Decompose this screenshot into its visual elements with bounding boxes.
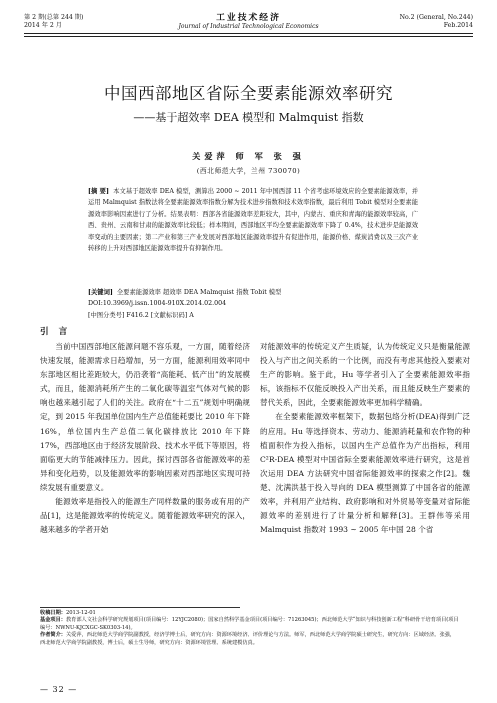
footnote-rule bbox=[40, 607, 240, 608]
article-title: 中国西部地区省际全要素能源效率研究 bbox=[104, 84, 393, 103]
received-label: 收稿日期： bbox=[40, 610, 66, 616]
journal-name-cn: 工业技术经济 bbox=[216, 13, 281, 23]
article-subtitle: ——基于超效率 DEA 模型和 Malmquist 指数 bbox=[133, 111, 364, 124]
doi: DOI:10.3969/j.issn.1004-910X.2014.02.004 bbox=[88, 300, 227, 308]
paragraph: 在全要素能源效率框架下，数据包络分析(DEA)得到广泛的应用。Hu 等选择资本、劳动力、能源消耗量和农作物的种植面积作为投入指标，以国内生产总值作为产出指标，利用 C²R-DEA 模型对中国省际全要素能源效率进行研究，这是首次运用 DEA 方法研究中国省际能源效率的探索之作[2]。魏楚、沈满洪基于投入导向的 DEA 模型测算了中国各省的能源效率，并利用产业结构、政府影响和对外贸易等变量对省际能源效率的差别进行了计量分析和解释[3]。王群伟等采用 Malmquist 指数对 1993 ~ 2005 年中国 28 个省 bbox=[260, 412, 470, 535]
paragraph: 当前中国西部地区能源问题不容乐观，一方面，随着经济快速发展，能源需求日趋增加，另一方面，能源利用效率同中东部地区相比差距较大，仍沿袭着“高能耗、低产出”的发展模式，而且，能源消耗所产生的二氧化碳等温室气体对气候的影响也越来越引起了人们的关注。政府在“十二五”规划中明确规定，到 2015 年我国单位国内生产总值能耗要比 2010 年下降 16%，单位国内生产总值二氧化碳排放比 2010 年下降 17%，西部地区由于经济发展阶段、技术水平低下等原因，将面临更大的节能减排压力。因此，探讨西部各省能源效率的差异和变化趋势，以及能源效率的影响因素对西部地区实现可持续发展有重要意义。 bbox=[40, 342, 250, 492]
issue-date: 2014 年 2 月 bbox=[24, 22, 62, 29]
paragraph: 对能源效率的传统定义产生质疑，认为传统定义只是衡量能源投入与产出之间关系的一个比例，而没有考虑其他投入要素对生产的影响。鉴于此，Hu 等学者引入了全要素能源效率指标，该指标不仅能反映投入产出关系，而且能反映生产要素的替代关系，因此，全要素能源效率更加科学精确。 bbox=[260, 342, 470, 408]
fund-text: 教育部人文社会科学研究规划项目(项目编号：12YJC2080)；国家自然科学基金项目(项目编号：71263045)；西北师范大学“知识与科技创新工程”科研骨干培育项目(项目编号：NWNU-KJCXGC-SK0303-14)。 bbox=[40, 617, 459, 631]
running-header-right bbox=[400, 14, 473, 30]
header-rule-thin bbox=[24, 36, 473, 37]
section-heading-introduction: 引言 bbox=[40, 327, 78, 337]
journal-name-en: Journal of Industrial Technological Economics bbox=[178, 23, 319, 30]
running-header-center bbox=[160, 13, 337, 31]
abstract-text: 本文基于超效率 DEA 模型，测算出 2000 ~ 2011 年中国西部 11 个省考虑环境效应的全要素能源效率，并运用 Malmquist 指数法将全要素能源效率指数分解为技术进步指数和技术效率指数，最后利用 Tobit 模型对全要素能源效率影响因素进行了分析。结果表明：西部各省能源效率差距较大，其中，内蒙古、重庆和青海的能源效率较高，广西、贵州、云南和甘肃的能源效率比较低；样本期间，西部地区平均全要素能源效率下降了 0.4%，技术进步是能源效率变动的主要因素；第二产业和第三产业发展对西部地区能源效率提升有促进作用，能源价格、煤炭消费以及三次产业转移的上升对西部地区能源效率提升有抑制作用。 bbox=[88, 188, 419, 253]
issue-number: 第 2 期(总第 244 期) bbox=[24, 14, 84, 21]
running-header-left bbox=[24, 14, 83, 30]
issue-number-en: No.2 (General, No.244) bbox=[399, 14, 473, 21]
body-column-right bbox=[260, 340, 470, 537]
paragraph: 能源效率是指投入的能源生产同样数量的服务或有用的产品[1]，这是能源效率的传统定义。随着能源效率研究的深入，越来越多的学者开始 bbox=[40, 497, 250, 535]
body-column-left bbox=[40, 340, 250, 537]
author-bio-label: 作者简介： bbox=[40, 632, 66, 639]
author-affiliation: (西北师范大学，兰州 730070) bbox=[196, 167, 301, 175]
page-number: — 32 — bbox=[40, 685, 78, 694]
abstract-label: [摘 要] bbox=[88, 188, 109, 195]
footnote bbox=[40, 610, 460, 647]
abstract bbox=[88, 186, 418, 254]
classification-code: [中图分类号] F416.2 [文献标识码] A bbox=[88, 311, 194, 319]
fund-label: 基金项目： bbox=[40, 617, 66, 624]
keywords-block bbox=[88, 287, 418, 321]
header-rule-thick bbox=[24, 33, 473, 34]
issue-date-en: Feb.2014 bbox=[443, 22, 473, 29]
received-date: 2013-12-01 bbox=[65, 610, 96, 616]
keywords-label: [关键词] bbox=[88, 289, 113, 296]
author-list: 关爱萍 师 军 张 强 bbox=[192, 151, 305, 161]
keywords-text: 全要素能源效率 超效率 DEA Malmquist 指数 Tobit 模型 bbox=[116, 289, 282, 296]
author-bio-text: 关爱萍，西北师范大学商学院副教授，经济学博士后，研究方向：资源环境经济、评价理论与方法。师军，西北师范大学商学院硕士研究生，研究方向：区域经济。张强，西北师范大学商学院副教授，博士后，硕士生导师，研究方向：资源环境管理、系统建模仿真。 bbox=[40, 632, 456, 646]
